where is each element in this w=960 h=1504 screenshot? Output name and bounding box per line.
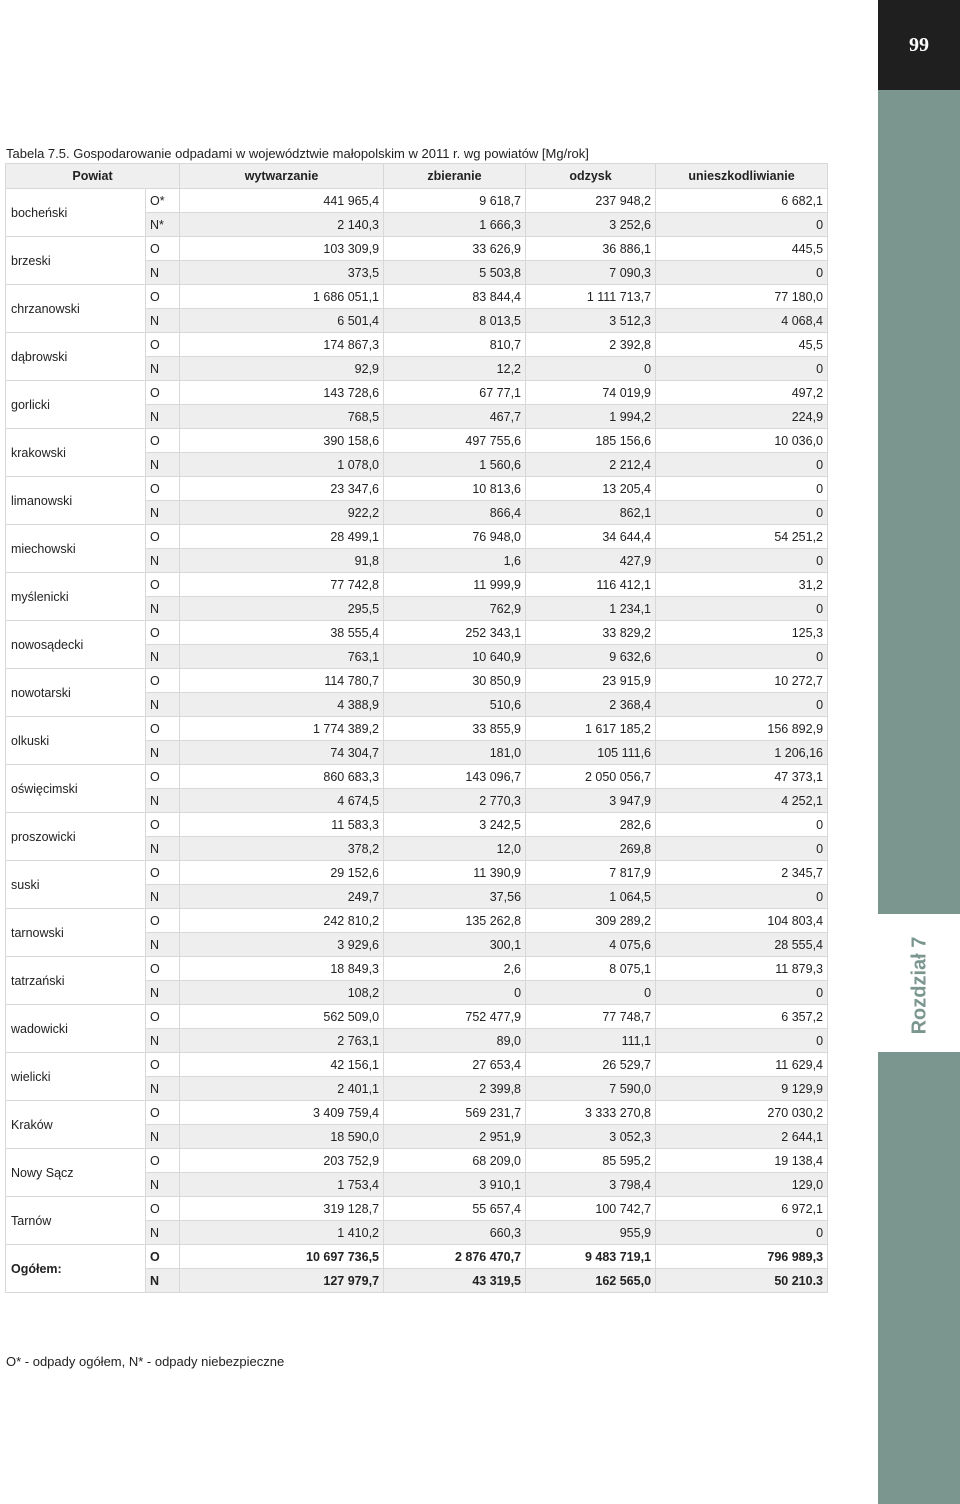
value-cell: 862,1 <box>526 501 656 525</box>
type-label: O <box>146 333 180 357</box>
value-cell: 28 555,4 <box>656 933 828 957</box>
powiat-name: Nowy Sącz <box>6 1149 146 1197</box>
value-cell: 445,5 <box>656 237 828 261</box>
value-cell: 9 129,9 <box>656 1077 828 1101</box>
value-cell: 28 499,1 <box>180 525 384 549</box>
value-cell: 0 <box>656 645 828 669</box>
type-label: O <box>146 1245 180 1269</box>
value-cell: 0 <box>526 357 656 381</box>
total-value-cell: 9 483 719,1 <box>526 1245 656 1269</box>
type-label: O <box>146 573 180 597</box>
value-cell: 282,6 <box>526 813 656 837</box>
header-odzysk: odzysk <box>526 164 656 189</box>
value-cell: 1 686 051,1 <box>180 285 384 309</box>
type-label: N <box>146 837 180 861</box>
table-row <box>6 1053 828 1077</box>
value-cell: 4 252,1 <box>656 789 828 813</box>
value-cell: 467,7 <box>384 405 526 429</box>
value-cell: 77 180,0 <box>656 285 828 309</box>
table-row <box>6 909 828 933</box>
value-cell: 378,2 <box>180 837 384 861</box>
value-cell: 18 849,3 <box>180 957 384 981</box>
type-label: N <box>146 261 180 285</box>
value-cell: 5 503,8 <box>384 261 526 285</box>
value-cell: 10 272,7 <box>656 669 828 693</box>
powiat-name: tatrzański <box>6 957 146 1005</box>
type-label: O <box>146 1101 180 1125</box>
value-cell: 135 262,8 <box>384 909 526 933</box>
value-cell: 0 <box>656 1221 828 1245</box>
value-cell: 3 929,6 <box>180 933 384 957</box>
powiat-name: Kraków <box>6 1101 146 1149</box>
value-cell: 125,3 <box>656 621 828 645</box>
total-value-cell: 796 989,3 <box>656 1245 828 1269</box>
value-cell: 3 910,1 <box>384 1173 526 1197</box>
value-cell: 26 529,7 <box>526 1053 656 1077</box>
value-cell: 27 653,4 <box>384 1053 526 1077</box>
value-cell: 6 357,2 <box>656 1005 828 1029</box>
table-row <box>6 477 828 501</box>
powiat-name: proszowicki <box>6 813 146 861</box>
value-cell: 3 242,5 <box>384 813 526 837</box>
type-label: O <box>146 621 180 645</box>
value-cell: 18 590,0 <box>180 1125 384 1149</box>
value-cell: 33 855,9 <box>384 717 526 741</box>
type-label: N <box>146 1269 180 1293</box>
value-cell: 2 951,9 <box>384 1125 526 1149</box>
value-cell: 660,3 <box>384 1221 526 1245</box>
value-cell: 85 595,2 <box>526 1149 656 1173</box>
value-cell: 1 774 389,2 <box>180 717 384 741</box>
type-label: O <box>146 765 180 789</box>
value-cell: 3 947,9 <box>526 789 656 813</box>
value-cell: 31,2 <box>656 573 828 597</box>
value-cell: 295,5 <box>180 597 384 621</box>
value-cell: 30 850,9 <box>384 669 526 693</box>
powiat-name: chrzanowski <box>6 285 146 333</box>
type-label: O <box>146 477 180 501</box>
value-cell: 224,9 <box>656 405 828 429</box>
value-cell: 11 629,4 <box>656 1053 828 1077</box>
value-cell: 0 <box>656 837 828 861</box>
value-cell: 103 309,9 <box>180 237 384 261</box>
value-cell: 860 683,3 <box>180 765 384 789</box>
value-cell: 9 618,7 <box>384 189 526 213</box>
header-zbieranie: zbieranie <box>384 164 526 189</box>
chapter-label-box <box>905 925 935 1045</box>
value-cell: 116 412,1 <box>526 573 656 597</box>
value-cell: 13 205,4 <box>526 477 656 501</box>
type-label: O <box>146 1149 180 1173</box>
powiat-name: gorlicki <box>6 381 146 429</box>
value-cell: 1 666,3 <box>384 213 526 237</box>
value-cell: 270 030,2 <box>656 1101 828 1125</box>
value-cell: 763,1 <box>180 645 384 669</box>
value-cell: 1 111 713,7 <box>526 285 656 309</box>
value-cell: 76 948,0 <box>384 525 526 549</box>
value-cell: 8 075,1 <box>526 957 656 981</box>
table-row <box>6 285 828 309</box>
table-row <box>6 1149 828 1173</box>
value-cell: 1 410,2 <box>180 1221 384 1245</box>
value-cell: 0 <box>656 477 828 501</box>
type-label: O <box>146 669 180 693</box>
value-cell: 3 333 270,8 <box>526 1101 656 1125</box>
type-label: N <box>146 645 180 669</box>
value-cell: 6 682,1 <box>656 189 828 213</box>
value-cell: 319 128,7 <box>180 1197 384 1221</box>
value-cell: 4 674,5 <box>180 789 384 813</box>
footnote: O* - odpady ogółem, N* - odpady niebezpieczne <box>6 1354 285 1369</box>
value-cell: 0 <box>656 693 828 717</box>
value-cell: 143 096,7 <box>384 765 526 789</box>
powiat-name: bocheński <box>6 189 146 237</box>
type-label: O <box>146 1197 180 1221</box>
header-powiat: Powiat <box>6 164 180 189</box>
value-cell: 955,9 <box>526 1221 656 1245</box>
value-cell: 0 <box>656 549 828 573</box>
table-row <box>6 957 828 981</box>
value-cell: 129,0 <box>656 1173 828 1197</box>
type-label: N <box>146 1029 180 1053</box>
value-cell: 1 560,6 <box>384 453 526 477</box>
table-row <box>6 429 828 453</box>
value-cell: 497 755,6 <box>384 429 526 453</box>
value-cell: 1 753,4 <box>180 1173 384 1197</box>
total-value-cell: 2 876 470,7 <box>384 1245 526 1269</box>
value-cell: 174 867,3 <box>180 333 384 357</box>
value-cell: 185 156,6 <box>526 429 656 453</box>
powiat-name: wielicki <box>6 1053 146 1101</box>
value-cell: 83 844,4 <box>384 285 526 309</box>
value-cell: 47 373,1 <box>656 765 828 789</box>
value-cell: 8 013,5 <box>384 309 526 333</box>
value-cell: 104 803,4 <box>656 909 828 933</box>
table-row <box>6 189 828 213</box>
table-row <box>6 573 828 597</box>
value-cell: 3 798,4 <box>526 1173 656 1197</box>
value-cell: 45,5 <box>656 333 828 357</box>
value-cell: 12,0 <box>384 837 526 861</box>
value-cell: 0 <box>656 261 828 285</box>
total-value-cell: 10 697 736,5 <box>180 1245 384 1269</box>
type-label: N <box>146 693 180 717</box>
powiat-name: olkuski <box>6 717 146 765</box>
type-label: N <box>146 309 180 333</box>
type-label: N <box>146 789 180 813</box>
powiat-name: suski <box>6 861 146 909</box>
value-cell: 3 052,3 <box>526 1125 656 1149</box>
value-cell: 0 <box>656 357 828 381</box>
value-cell: 2 140,3 <box>180 213 384 237</box>
type-label: O <box>146 813 180 837</box>
value-cell: 0 <box>656 597 828 621</box>
value-cell: 77 748,7 <box>526 1005 656 1029</box>
value-cell: 252 343,1 <box>384 621 526 645</box>
value-cell: 114 780,7 <box>180 669 384 693</box>
value-cell: 4 075,6 <box>526 933 656 957</box>
value-cell: 12,2 <box>384 357 526 381</box>
value-cell: 768,5 <box>180 405 384 429</box>
value-cell: 1 064,5 <box>526 885 656 909</box>
type-label: N <box>146 1125 180 1149</box>
value-cell: 77 742,8 <box>180 573 384 597</box>
total-label: Ogółem: <box>6 1245 146 1293</box>
value-cell: 38 555,4 <box>180 621 384 645</box>
value-cell: 10 813,6 <box>384 477 526 501</box>
type-label: N <box>146 405 180 429</box>
powiat-name: myślenicki <box>6 573 146 621</box>
powiat-name: nowotarski <box>6 669 146 717</box>
total-row <box>6 1245 828 1269</box>
value-cell: 2 770,3 <box>384 789 526 813</box>
value-cell: 68 209,0 <box>384 1149 526 1173</box>
powiat-name: nowosądecki <box>6 621 146 669</box>
value-cell: 569 231,7 <box>384 1101 526 1125</box>
value-cell: 0 <box>656 453 828 477</box>
table-row <box>6 381 828 405</box>
value-cell: 2 399,8 <box>384 1077 526 1101</box>
type-label: O* <box>146 189 180 213</box>
type-label: O <box>146 381 180 405</box>
powiat-name: limanowski <box>6 477 146 525</box>
value-cell: 2 368,4 <box>526 693 656 717</box>
type-label: N <box>146 1173 180 1197</box>
powiat-name: miechowski <box>6 525 146 573</box>
table-row <box>6 525 828 549</box>
value-cell: 2 050 056,7 <box>526 765 656 789</box>
value-cell: 269,8 <box>526 837 656 861</box>
value-cell: 2 644,1 <box>656 1125 828 1149</box>
value-cell: 0 <box>656 981 828 1005</box>
value-cell: 108,2 <box>180 981 384 1005</box>
value-cell: 0 <box>656 501 828 525</box>
value-cell: 181,0 <box>384 741 526 765</box>
value-cell: 3 252,6 <box>526 213 656 237</box>
value-cell: 510,6 <box>384 693 526 717</box>
type-label: O <box>146 957 180 981</box>
value-cell: 6 972,1 <box>656 1197 828 1221</box>
value-cell: 67 77,1 <box>384 381 526 405</box>
page-number: 99 <box>878 0 960 90</box>
powiat-name: oświęcimski <box>6 765 146 813</box>
total-value-cell: 162 565,0 <box>526 1269 656 1293</box>
value-cell: 11 999,9 <box>384 573 526 597</box>
value-cell: 3 512,3 <box>526 309 656 333</box>
value-cell: 91,8 <box>180 549 384 573</box>
value-cell: 922,2 <box>180 501 384 525</box>
value-cell: 11 390,9 <box>384 861 526 885</box>
table-row <box>6 813 828 837</box>
value-cell: 9 632,6 <box>526 645 656 669</box>
value-cell: 105 111,6 <box>526 741 656 765</box>
value-cell: 4 388,9 <box>180 693 384 717</box>
type-label: N <box>146 981 180 1005</box>
value-cell: 242 810,2 <box>180 909 384 933</box>
powiat-name: Tarnów <box>6 1197 146 1245</box>
type-label: N <box>146 741 180 765</box>
table-row <box>6 669 828 693</box>
type-label: O <box>146 429 180 453</box>
value-cell: 55 657,4 <box>384 1197 526 1221</box>
value-cell: 7 817,9 <box>526 861 656 885</box>
value-cell: 2 345,7 <box>656 861 828 885</box>
value-cell: 300,1 <box>384 933 526 957</box>
value-cell: 34 644,4 <box>526 525 656 549</box>
value-cell: 562 509,0 <box>180 1005 384 1029</box>
value-cell: 752 477,9 <box>384 1005 526 1029</box>
value-cell: 1 617 185,2 <box>526 717 656 741</box>
value-cell: 6 501,4 <box>180 309 384 333</box>
value-cell: 309 289,2 <box>526 909 656 933</box>
value-cell: 2 392,8 <box>526 333 656 357</box>
value-cell: 111,1 <box>526 1029 656 1053</box>
value-cell: 74 304,7 <box>180 741 384 765</box>
value-cell: 0 <box>384 981 526 1005</box>
value-cell: 441 965,4 <box>180 189 384 213</box>
value-cell: 0 <box>656 885 828 909</box>
value-cell: 7 090,3 <box>526 261 656 285</box>
type-label: O <box>146 717 180 741</box>
table-row <box>6 861 828 885</box>
type-label: O <box>146 237 180 261</box>
value-cell: 4 068,4 <box>656 309 828 333</box>
value-cell: 33 829,2 <box>526 621 656 645</box>
value-cell: 0 <box>656 813 828 837</box>
type-label: N <box>146 1077 180 1101</box>
powiat-name: wadowicki <box>6 1005 146 1053</box>
table-row <box>6 1197 828 1221</box>
value-cell: 23 915,9 <box>526 669 656 693</box>
table-row <box>6 333 828 357</box>
value-cell: 89,0 <box>384 1029 526 1053</box>
value-cell: 2 401,1 <box>180 1077 384 1101</box>
value-cell: 7 590,0 <box>526 1077 656 1101</box>
powiat-name: tarnowski <box>6 909 146 957</box>
table-caption: Tabela 7.5. Gospodarowanie odpadami w województwie małopolskim w 2011 r. wg powiatów [Mg/rok] <box>6 146 589 161</box>
value-cell: 100 742,7 <box>526 1197 656 1221</box>
value-cell: 497,2 <box>656 381 828 405</box>
total-value-cell: 127 979,7 <box>180 1269 384 1293</box>
value-cell: 29 152,6 <box>180 861 384 885</box>
table-row <box>6 1101 828 1125</box>
value-cell: 19 138,4 <box>656 1149 828 1173</box>
type-label: N <box>146 549 180 573</box>
value-cell: 762,9 <box>384 597 526 621</box>
value-cell: 36 886,1 <box>526 237 656 261</box>
value-cell: 11 583,3 <box>180 813 384 837</box>
value-cell: 1,6 <box>384 549 526 573</box>
type-label: O <box>146 285 180 309</box>
table-row <box>6 717 828 741</box>
type-label: N <box>146 885 180 909</box>
type-label: O <box>146 909 180 933</box>
value-cell: 1 206,16 <box>656 741 828 765</box>
powiat-name: krakowski <box>6 429 146 477</box>
value-cell: 0 <box>656 1029 828 1053</box>
value-cell: 0 <box>656 213 828 237</box>
total-value-cell: 43 319,5 <box>384 1269 526 1293</box>
type-label: N* <box>146 213 180 237</box>
type-label: O <box>146 525 180 549</box>
chapter-label: Rozdział 7 <box>908 936 931 1034</box>
value-cell: 11 879,3 <box>656 957 828 981</box>
type-label: N <box>146 933 180 957</box>
header-wytwarzanie: wytwarzanie <box>180 164 384 189</box>
value-cell: 1 234,1 <box>526 597 656 621</box>
value-cell: 203 752,9 <box>180 1149 384 1173</box>
table-header-row <box>6 164 828 189</box>
table-row <box>6 765 828 789</box>
value-cell: 2,6 <box>384 957 526 981</box>
side-bar <box>878 0 960 1504</box>
value-cell: 10 640,9 <box>384 645 526 669</box>
value-cell: 810,7 <box>384 333 526 357</box>
waste-table <box>5 163 828 1293</box>
value-cell: 237 948,2 <box>526 189 656 213</box>
value-cell: 0 <box>526 981 656 1005</box>
powiat-name: brzeski <box>6 237 146 285</box>
value-cell: 42 156,1 <box>180 1053 384 1077</box>
table-row <box>6 621 828 645</box>
value-cell: 373,5 <box>180 261 384 285</box>
value-cell: 156 892,9 <box>656 717 828 741</box>
type-label: N <box>146 597 180 621</box>
value-cell: 1 078,0 <box>180 453 384 477</box>
value-cell: 427,9 <box>526 549 656 573</box>
value-cell: 10 036,0 <box>656 429 828 453</box>
value-cell: 37,56 <box>384 885 526 909</box>
value-cell: 54 251,2 <box>656 525 828 549</box>
type-label: N <box>146 1221 180 1245</box>
value-cell: 2 763,1 <box>180 1029 384 1053</box>
powiat-name: dąbrowski <box>6 333 146 381</box>
header-unieszkodliwianie: unieszkodliwianie <box>656 164 828 189</box>
table-row <box>6 237 828 261</box>
value-cell: 3 409 759,4 <box>180 1101 384 1125</box>
value-cell: 866,4 <box>384 501 526 525</box>
value-cell: 74 019,9 <box>526 381 656 405</box>
value-cell: 92,9 <box>180 357 384 381</box>
type-label: O <box>146 1053 180 1077</box>
table-row <box>6 1005 828 1029</box>
value-cell: 33 626,9 <box>384 237 526 261</box>
type-label: N <box>146 453 180 477</box>
value-cell: 249,7 <box>180 885 384 909</box>
value-cell: 23 347,6 <box>180 477 384 501</box>
type-label: O <box>146 1005 180 1029</box>
value-cell: 2 212,4 <box>526 453 656 477</box>
value-cell: 390 158,6 <box>180 429 384 453</box>
type-label: N <box>146 501 180 525</box>
type-label: N <box>146 357 180 381</box>
type-label: O <box>146 861 180 885</box>
value-cell: 1 994,2 <box>526 405 656 429</box>
value-cell: 143 728,6 <box>180 381 384 405</box>
total-value-cell: 50 210.3 <box>656 1269 828 1293</box>
